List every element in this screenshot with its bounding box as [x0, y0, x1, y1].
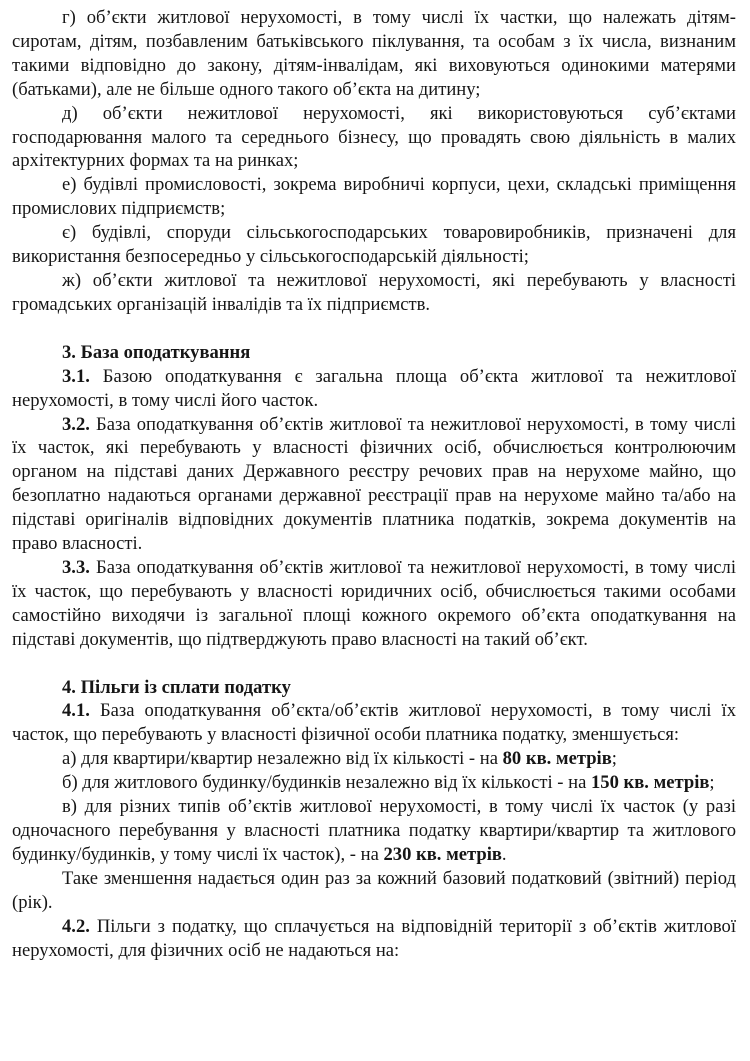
sub-item-v: [12, 795, 736, 867]
sub-item-b: [12, 771, 736, 795]
paragraph-text: База оподаткування об’єкта/об’єктів житлової нерухомості, в тому числі їх часток, що перебувають у власності фізичної особи платника податку, зменшується:: [12, 700, 736, 746]
sub-item-end: ;: [709, 772, 715, 794]
section-3-heading: 3. База оподаткування: [62, 341, 251, 363]
area-value: 80 кв. метрів: [502, 748, 612, 770]
list-item-ye: є) будівлі, споруди сільськогосподарських товаровиробників, призначені для використання безпосередньо у сільськогосподарській діяльності;: [12, 222, 736, 268]
reduction-note: Таке зменшення надається один раз за кожний базовий податковий (звітний) період (рік).: [12, 867, 736, 913]
paragraph-3-3: [12, 556, 736, 652]
paragraph-3-2: [12, 413, 736, 556]
spacer: [12, 652, 736, 676]
paragraph-text: Базою оподаткування є загальна площа об’єкта житлової та нежитлової нерухомості, в тому числі його часток.: [12, 365, 736, 411]
paragraph-number: 3.2.: [62, 413, 90, 435]
paragraph-number: 3.3.: [62, 556, 90, 578]
paragraph-3-1: [12, 365, 736, 413]
section-4-heading: 4. Пільги із сплати податку: [62, 676, 291, 698]
area-value: 230 кв. метрів: [383, 843, 502, 865]
list-item-g: г) об’єкти житлової нерухомості, в тому числі їх частки, що належать дітям-сиротам, дітям, позбавленим батьківського піклування, та особам з їх числа, визнаним такими відповідно до закону, дітям-інвалідам, які виховуються одинокими матерями (батьками), але не більше одного такого об’єкта на дитину;: [12, 7, 736, 100]
sub-item-a: [12, 747, 736, 771]
paragraph-text: Пільги з податку, що сплачується на відповідній території з об’єктів житлової нерухомості, для фізичних осіб не надаються на:: [12, 915, 736, 961]
area-value: 150 кв. метрів: [591, 772, 710, 794]
spacer: [12, 317, 736, 341]
paragraph-number: 4.2.: [62, 915, 90, 937]
sub-item-text: в) для різних типів об’єктів житлової нерухомості, в тому числі їх часток (у разі одночасного перебування у власності платника податку квартири/квартир та житлового будинку/будинків, у тому числі їх часток), - на: [12, 796, 736, 865]
paragraph-text: База оподаткування об’єктів житлової та нежитлової нерухомості, в тому числі їх часток, які перебувають у власності фізичних осіб, обчислюється контролюючим органом на підставі даних Державного реєстру речових прав на нерухоме майно, що безоплатно надаються органами державної реєстрації прав на нерухоме майно та/або на підставі оригіналів відповідних документів платника податків, зокрема документів на право власності.: [12, 413, 736, 555]
paragraph-number: 3.1.: [62, 365, 90, 387]
list-item-d: д) об’єкти нежитлової нерухомості, які використовуються суб’єктами господарювання малого та середнього бізнесу, що провадять свою діяльність в малих архітектурних формах та на ринках;: [12, 102, 736, 172]
paragraph-number: 4.1.: [62, 700, 90, 722]
sub-item-end: ;: [611, 748, 617, 770]
paragraph-text: База оподаткування об’єктів житлової та нежитлової нерухомості, в тому числі їх часток, що перебувають у власності юридичних осіб, обчислюється такими особами самостійно виходячи із загальної площі кожного окремого об’єкта оподаткування на підставі документів, що підтверджують право власності на такий об’єкт.: [12, 556, 736, 650]
list-item-zh: ж) об’єкти житлової та нежитлової нерухомості, які перебувають у власності громадських організацій інвалідів та їх підприємств.: [12, 269, 736, 315]
paragraph-4-1: [12, 699, 736, 747]
sub-item-end: .: [501, 843, 507, 865]
paragraph-4-2: [12, 915, 736, 963]
sub-item-text: б) для житлового будинку/будинків незалежно від їх кількості - на: [62, 772, 591, 794]
list-item-e: е) будівлі промисловості, зокрема виробничі корпуси, цехи, складські приміщення промислових підприємств;: [12, 174, 736, 220]
sub-item-text: а) для квартири/квартир незалежно від їх кількості - на: [62, 748, 503, 770]
